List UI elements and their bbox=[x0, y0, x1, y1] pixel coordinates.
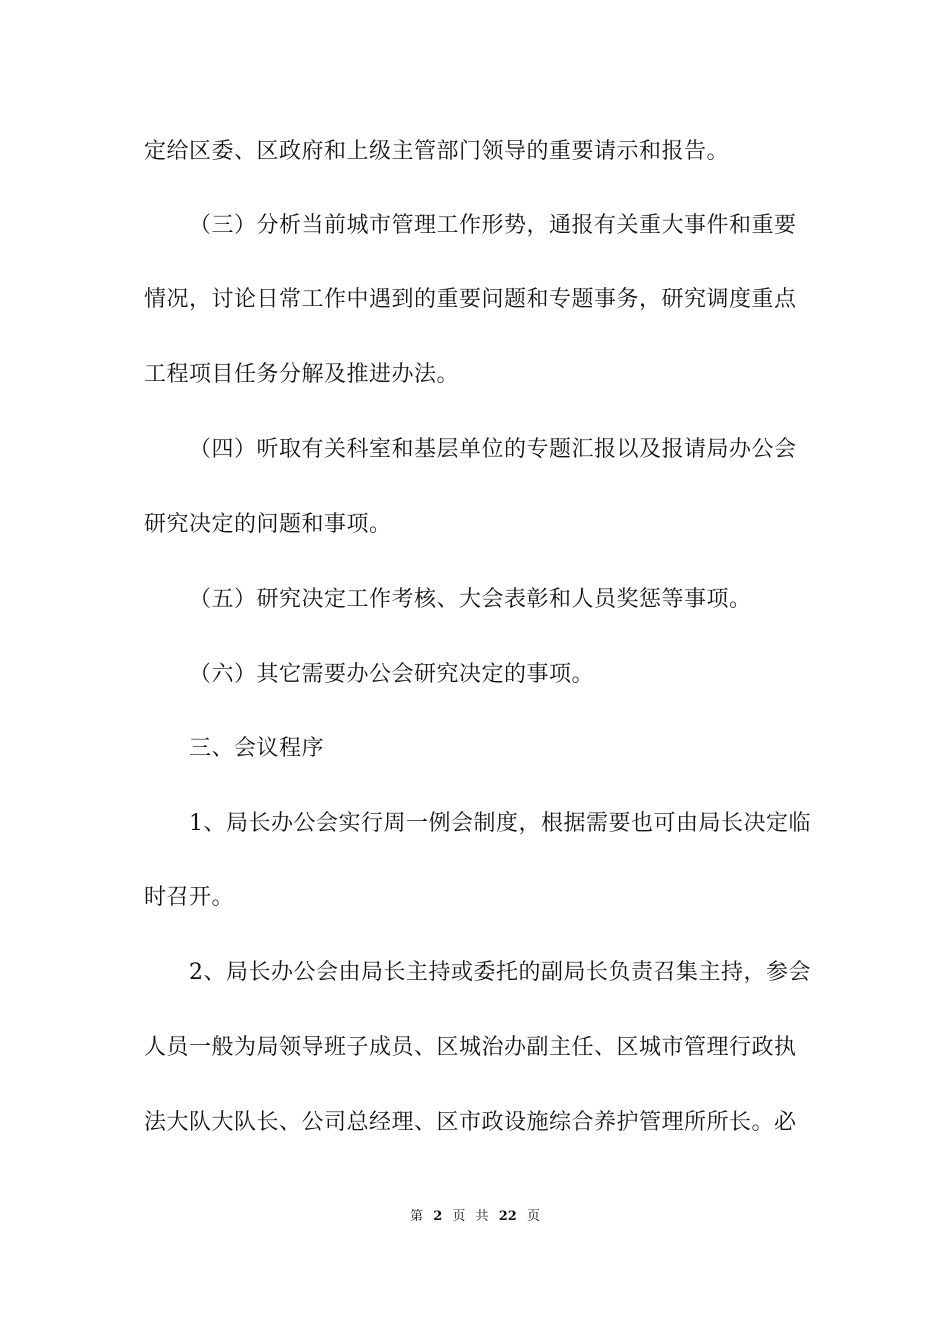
text-line: 时召开。 bbox=[144, 885, 235, 910]
text-line: （六）其它需要办公会研究决定的事项。 bbox=[189, 662, 595, 687]
text-line: 定给区委、区政府和上级主管部门领导的重要请示和报告。 bbox=[144, 139, 730, 164]
text-line: 法大队大队长、公司总经理、区市政设施综合养护管理所所长。必 bbox=[144, 1110, 797, 1135]
text-line: （三）分析当前城市管理工作形势，通报有关重大事件和重要 bbox=[189, 213, 797, 238]
text-line: 研究决定的问题和事项。 bbox=[144, 512, 392, 537]
total-pages-number: 22 bbox=[498, 1209, 517, 1224]
text-line: 工程项目任务分解及推进办法。 bbox=[144, 362, 460, 387]
footer-prefix: 第 bbox=[410, 1209, 424, 1224]
text-line: （五）研究决定工作考核、大会表彰和人员奖惩等事项。 bbox=[189, 587, 752, 612]
text-line: 2、局长办公会由局长主持或委托的副局长负责召集主持，参会 bbox=[189, 960, 811, 985]
section-heading: 三、会议程序 bbox=[189, 736, 325, 761]
page-footer bbox=[0, 1208, 950, 1226]
footer-mid1: 页 bbox=[452, 1209, 466, 1224]
footer-mid2: 共 bbox=[475, 1209, 489, 1224]
text-line: 情况，讨论日常工作中遇到的重要问题和专题事务，研究调度重点 bbox=[144, 287, 797, 312]
text-line: 人员一般为局领导班子成员、区城治办副主任、区城市管理行政执 bbox=[144, 1035, 797, 1060]
current-page-number: 2 bbox=[433, 1209, 443, 1224]
text-line: （四）听取有关科室和基层单位的专题汇报以及报请局办公会 bbox=[189, 437, 797, 462]
text-line: 1、局长办公会实行周一例会制度，根据需要也可由局长决定临 bbox=[189, 811, 811, 836]
footer-suffix: 页 bbox=[526, 1209, 540, 1224]
